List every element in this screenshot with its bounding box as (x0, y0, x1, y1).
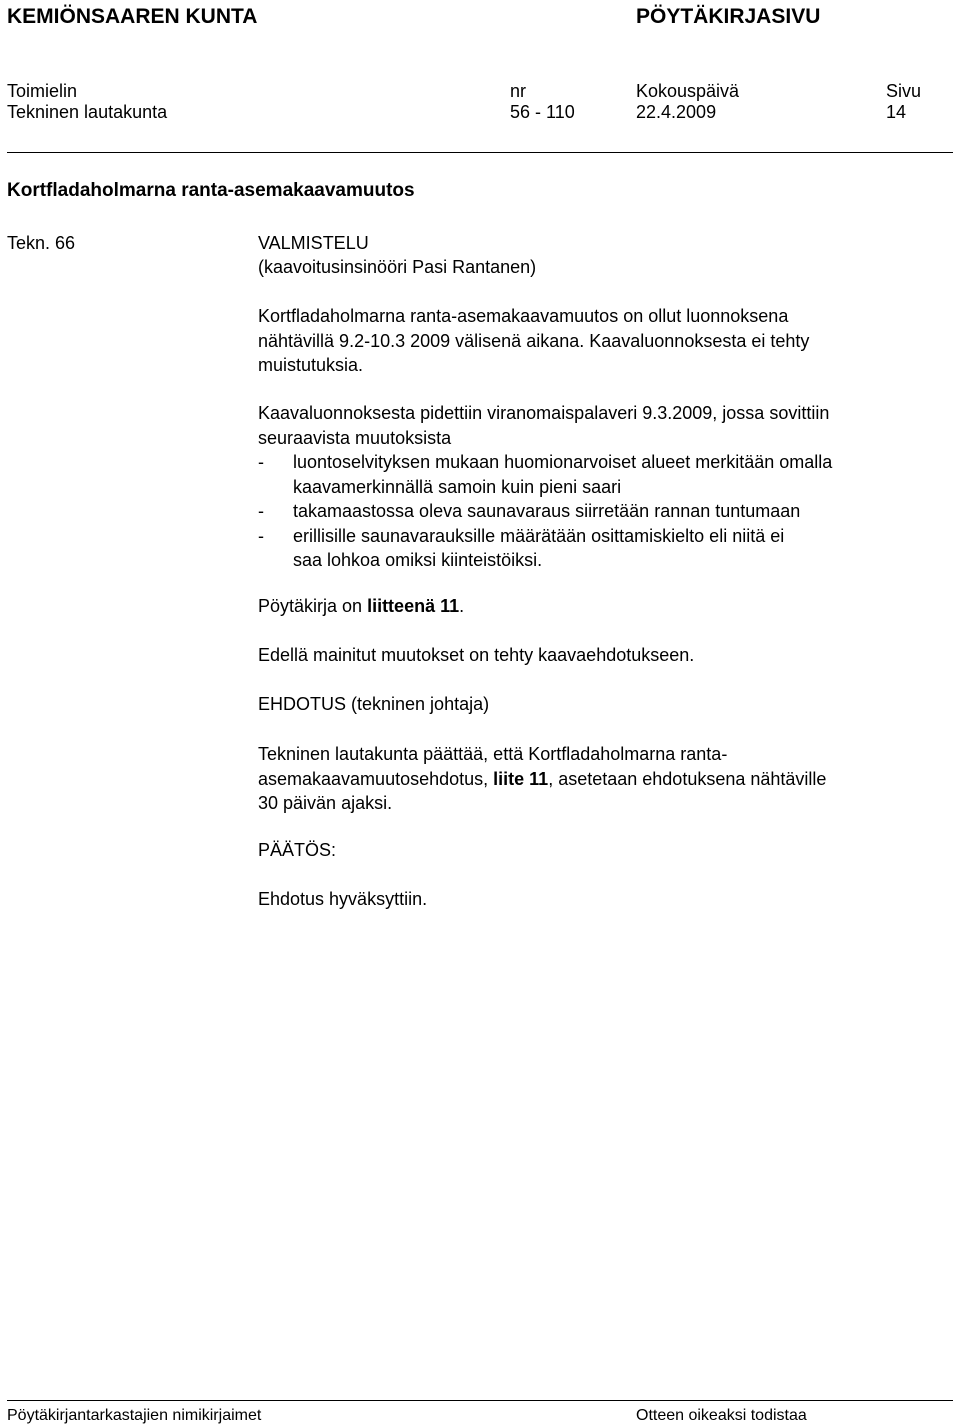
paragraph-authority-meeting (258, 401, 829, 450)
header-divider (7, 152, 953, 153)
attachment-text: Pöytäkirja on (258, 596, 368, 616)
list-item-line: kaavamerkinnällä samoin kuin pieni saari (293, 476, 622, 497)
date-label: Kokouspäivä (636, 81, 740, 101)
proposal-heading: EHDOTUS (tekninen johtaja) (258, 694, 490, 714)
paragraph-line: Kortfladaholmarna ranta-asemakaavamuutos on ollut luonnoksena (258, 306, 789, 326)
paragraph-line: Kaavaluonnoksesta pidettiin viranomaispalaveri 9.3.2009, jossa sovittiin (258, 403, 830, 423)
list-item-line: takamaastossa oleva saunavaraus siirretään rannan tuntumaan (293, 501, 801, 521)
paragraph-line: muistutuksia. (258, 355, 364, 375)
footer-divider (7, 1400, 953, 1401)
proposal-text (258, 742, 826, 816)
nr-value: 56 - 110 (510, 102, 575, 122)
changes-note: Edellä mainitut muutokset on tehty kaavaehdotukseen. (258, 645, 695, 665)
proposal-line (258, 767, 826, 792)
decision-heading: PÄÄTÖS: (258, 840, 337, 860)
proposal-text-part: , asetetaan ehdotuksena nähtäville (548, 768, 827, 789)
item-title: Kortfladaholmarna ranta-asemakaavamuutos (7, 180, 415, 201)
document-type: PÖYTÄKIRJASIVU (636, 5, 821, 28)
list-item (258, 499, 832, 524)
page-label: Sivu (886, 81, 922, 101)
bullet-list (258, 450, 832, 573)
list-item-line: erillisille saunavarauksille määrätään osittamiskielto eli niitä ei (293, 525, 785, 546)
proposal-line: Tekninen lautakunta päättää, että Kortfladaholmarna ranta- (258, 744, 728, 764)
list-item-line: luontoselvityksen mukaan huomionarvoiset alueet merkitään omalla (293, 452, 833, 472)
page-value: 14 (886, 102, 907, 122)
date-value: 22.4.2009 (636, 102, 717, 122)
attachment-ref: liite 11 (493, 768, 549, 789)
nr-label: nr (510, 81, 527, 101)
municipality-name: KEMIÖNSAAREN KUNTA (7, 5, 258, 28)
proposal-text-part: asemakaavamuutosehdotus, (258, 768, 494, 789)
bullet-dash: - (258, 525, 264, 546)
paragraph-draft-status (258, 304, 809, 378)
list-item-line: saa lohkoa omiksi kiinteistöiksi. (293, 550, 543, 570)
footer-left: Pöytäkirjantarkastajien nimikirjaimet (7, 1407, 262, 1424)
preparation-heading: VALMISTELU (258, 233, 369, 253)
list-item (258, 450, 832, 499)
proposal-line: 30 päivän ajaksi. (258, 793, 393, 813)
attachment-ref: liitteenä 11 (367, 596, 460, 616)
decision-text: Ehdotus hyväksyttiin. (258, 889, 428, 909)
list-item (258, 524, 832, 573)
bullet-dash: - (258, 452, 264, 472)
attachment-note (258, 596, 464, 617)
footer-right: Otteen oikeaksi todistaa (636, 1407, 807, 1424)
preparation-by: (kaavoitusinsinööri Pasi Rantanen) (258, 257, 537, 277)
organ-value: Tekninen lautakunta (7, 102, 168, 122)
attachment-text: . (459, 596, 465, 616)
paragraph-line: nähtävillä 9.2-10.3 2009 välisenä aikana. Kaavaluonnoksesta ei tehty (258, 330, 810, 351)
section-reference: Tekn. 66 (7, 233, 76, 253)
organ-label: Toimielin (7, 81, 78, 101)
bullet-dash: - (258, 501, 264, 521)
paragraph-line: seuraavista muutoksista (258, 427, 452, 448)
